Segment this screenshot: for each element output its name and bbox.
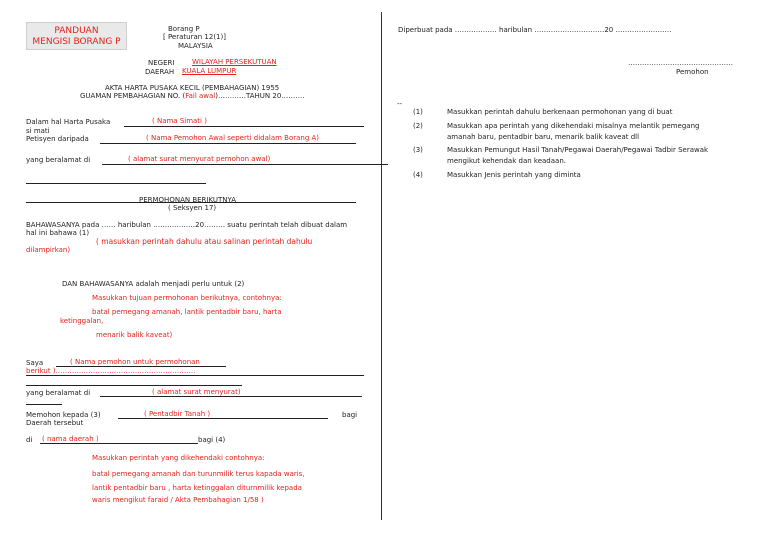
- date-line: Diperbuat pada ……………… haribulan …………………………20 ……………………: [398, 26, 672, 34]
- estate-value: ( Nama Simati ): [152, 117, 207, 125]
- whereas-2: DAN BAHAWASANYA adalah menjadi perlu untuk (2): [62, 280, 245, 288]
- apply-suffix: bagi: [342, 411, 358, 419]
- deceased-label: si mati: [26, 127, 50, 135]
- badge-line-2: MENGISI BORANG P: [32, 37, 121, 47]
- address2-value: ( alamat surat menyurat): [152, 388, 241, 396]
- notes-dash: --: [397, 100, 403, 108]
- note-num-2: (2): [413, 122, 423, 130]
- saya-value: ( Nama pemohon untuk permohonan: [70, 358, 200, 366]
- di-value: ( nama daerah ): [42, 435, 99, 443]
- country: MALAYSIA: [178, 42, 213, 50]
- column-divider: [381, 12, 382, 520]
- whereas-1: BAHAWASANYA pada …… haribulan ………………20……… suatu perintah telah dibuat dalam: [26, 221, 348, 229]
- saya-rule: [26, 375, 364, 376]
- apply-value: ( Pentadbir Tanah ): [144, 410, 211, 418]
- purpose-2: batal pemegang amanah, lantik pentadbir baru, harta: [92, 308, 282, 316]
- order-4: waris mengikut faraid / Akta Pembahagian 1/58 ): [92, 496, 264, 504]
- note-1: ( masukkan perintah dahulu atau salinan perintah dahulu: [96, 237, 313, 246]
- purpose-1: Masukkan tujuan permohonan berikutnya, contohnya:: [92, 294, 282, 302]
- petitioner-value: ( Nama Pemohon Awal seperti didalam Borang A): [146, 134, 320, 142]
- guaman-suffix: )…………TAHUN 20……….: [215, 92, 305, 100]
- saya-label: Saya: [26, 359, 44, 367]
- negeri-value: WILAYAH PERSEKUTUAN: [192, 58, 277, 66]
- form-name: Borang P: [168, 25, 200, 33]
- address2-underline: [100, 396, 362, 397]
- purpose-3: menarik balik kaveat): [96, 331, 173, 339]
- note-1b: dilampirkan): [26, 246, 71, 254]
- di-underline: [40, 443, 198, 444]
- estate-underline: [124, 126, 364, 127]
- blank-line: [26, 183, 206, 184]
- apply-underline: [118, 418, 328, 419]
- note-text-2: Masukkan apa perintah yang dikehendaki misalnya melantik pemegang: [447, 122, 700, 130]
- order-2: batal pemegang amanah dan turunmilik terus kapada waris,: [92, 470, 305, 478]
- address-value: ( alamat surat menyurat pemohon awal): [128, 155, 271, 163]
- act-title: AKTA HARTA PUSAKA KECIL (PEMBAHAGIAN) 1955: [105, 84, 280, 92]
- address2-short: [26, 404, 62, 405]
- section-sub: ( Seksyen 17): [168, 204, 217, 212]
- signature-label: Pemohon: [676, 68, 709, 76]
- signature-dots: ………………………………………: [628, 59, 733, 67]
- note-num-3: (3): [413, 146, 423, 154]
- daerah-value: KUALA LUMPUR: [182, 67, 237, 75]
- address2-topline: [26, 385, 242, 386]
- note-text-4: Masukkan Jenis perintah yang diminta: [447, 171, 581, 179]
- petitioner-underline: [100, 143, 356, 144]
- di-suffix: bagi (4): [198, 436, 226, 444]
- order-3: lantik pentadbir baru , harta ketinggalan diturnmilik kepada: [92, 484, 302, 492]
- note-num-1: (1): [413, 108, 423, 116]
- guaman-line: [80, 92, 305, 100]
- order-1: Masukkan perintah yang dikehendaki contohnya:: [92, 454, 265, 462]
- saya-value-2: berikut )……………………………………………………: [26, 367, 196, 375]
- section-rule: [26, 202, 356, 203]
- guide-badge: [26, 22, 127, 50]
- purpose-2b: ketinggalan,: [60, 317, 104, 325]
- daerah-label: DAERAH: [145, 68, 175, 76]
- note-text-3b: mengikut kehendak dan keadaan.: [447, 157, 566, 165]
- negeri-label: NEGERI: [148, 59, 175, 67]
- address-label: yang beralamat di: [26, 156, 91, 164]
- regulation: [ Peraturan 12(1)]: [163, 33, 226, 41]
- di-label: di: [26, 436, 33, 444]
- guaman-fail: Fail awal: [185, 92, 216, 100]
- apply-label: Memohon kepada (3): [26, 411, 101, 419]
- note-text-2b: amanah baru, pentadbir baru, menarik balik kaveat dll: [447, 133, 640, 141]
- apply-line-2: Daerah tersebut: [26, 419, 84, 427]
- badge-line-1: PANDUAN: [54, 26, 99, 36]
- address2-label: yang beralamat di: [26, 389, 91, 397]
- note-text-1: Masukkan perintah dahulu berkenaan permohonan yang di buat: [447, 108, 673, 116]
- guaman-prefix: GUAMAN PEMBAHAGIAN NO. (: [80, 92, 186, 100]
- note-text-3: Masukkan Pemungut Hasil Tanah/Pegawai Daerah/Pegawai Tadbir Serawak: [447, 146, 709, 154]
- address-underline: [102, 164, 388, 165]
- section-title: PERMOHONAN BERIKUTNYA: [139, 196, 237, 204]
- petitioner-label: Petisyen daripada: [26, 135, 89, 143]
- whereas-1b: hal ini bahawa (1): [26, 229, 90, 237]
- note-num-4: (4): [413, 171, 423, 179]
- estate-label: Dalam hal Harta Pusaka: [26, 118, 111, 126]
